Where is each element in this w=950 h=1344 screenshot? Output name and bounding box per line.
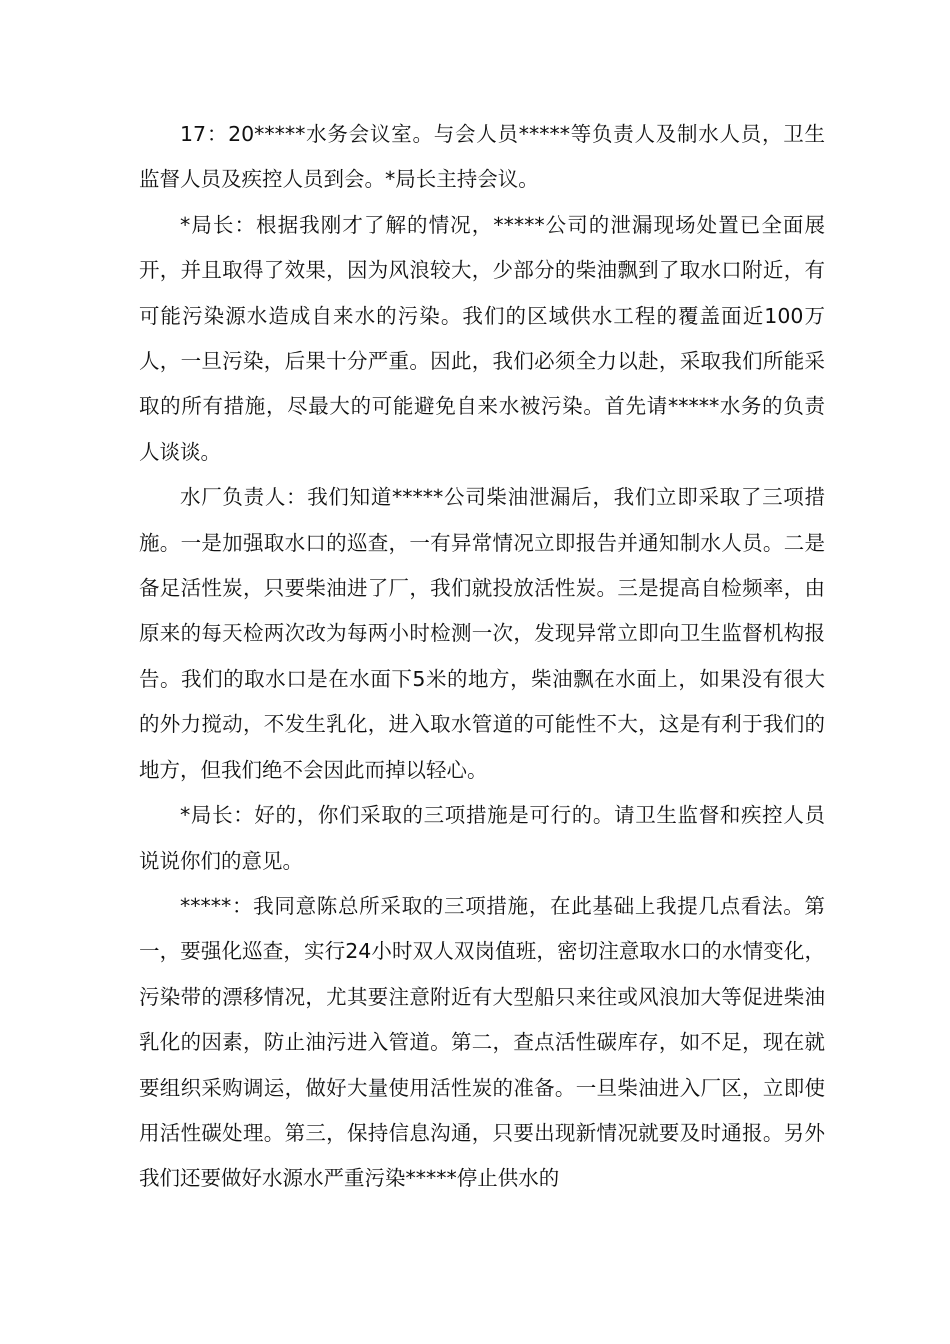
paragraph-plant-manager: 水厂负责人：我们知道*****公司柴油泄漏后，我们立即采取了三项措施。一是加强取水口的巡查，一有异常情况立即报告并通知制水人员。二是备足活性炭，只要柴油进了厂，我们就投放活性炭。三是提高自检频率，由原来的每天检两次改为每两小时检测一次，发现异常立即向卫生监督机构报告。我们的取水口是在水面下5米的地方，柴油飘在水面上，如果没有很大的外力搅动，不发生乳化，进入取水管道的可能性不大，这是有利于我们的地方，但我们绝不会因此而掉以轻心。: [139, 485, 825, 782]
paragraph-meeting-intro: 17：20*****水务会议室。与会人员*****等负责人及制水人员，卫生监督人员及疾控人员到会。*局长主持会议。: [139, 122, 825, 192]
paragraph-health-opinion: *****：我同意陈总所采取的三项措施，在此基础上我提几点看法。第一，要强化巡查，实行24小时双人双岗值班，密切注意取水口的水情变化，污染带的漂移情况，尤其要注意附近有大型船只来往或风浪加大等促进柴油乳化的因素，防止油污进入管道。第二，查点活性碳库存，如不足，现在就要组织采购调运，做好大量使用活性炭的准备。一旦柴油进入厂区，立即使用活性碳处理。第三，保持信息沟通，只要出现新情况就要及时通报。另外我们还要做好水源水严重污染*****停止供水的: [139, 893, 825, 1191]
paragraph-director-opening: *局长：根据我刚才了解的情况，*****公司的泄漏现场处置已全面展开，并且取得了效果，因为风浪较大，少部分的柴油飘到了取水口附近，有可能污染源水造成自来水的污染。我们的区域供水工程的覆盖面近100万人，一旦污染，后果十分严重。因此，我们必须全力以赴，采取我们所能采取的所有措施，尽最大的可能避免自来水被污染。首先请*****水务的负责人谈谈。: [139, 212, 825, 464]
document-body: [139, 112, 825, 1202]
paragraph-director-reply: *局长：好的，你们采取的三项措施是可行的。请卫生监督和疾控人员说说你们的意见。: [139, 803, 825, 873]
